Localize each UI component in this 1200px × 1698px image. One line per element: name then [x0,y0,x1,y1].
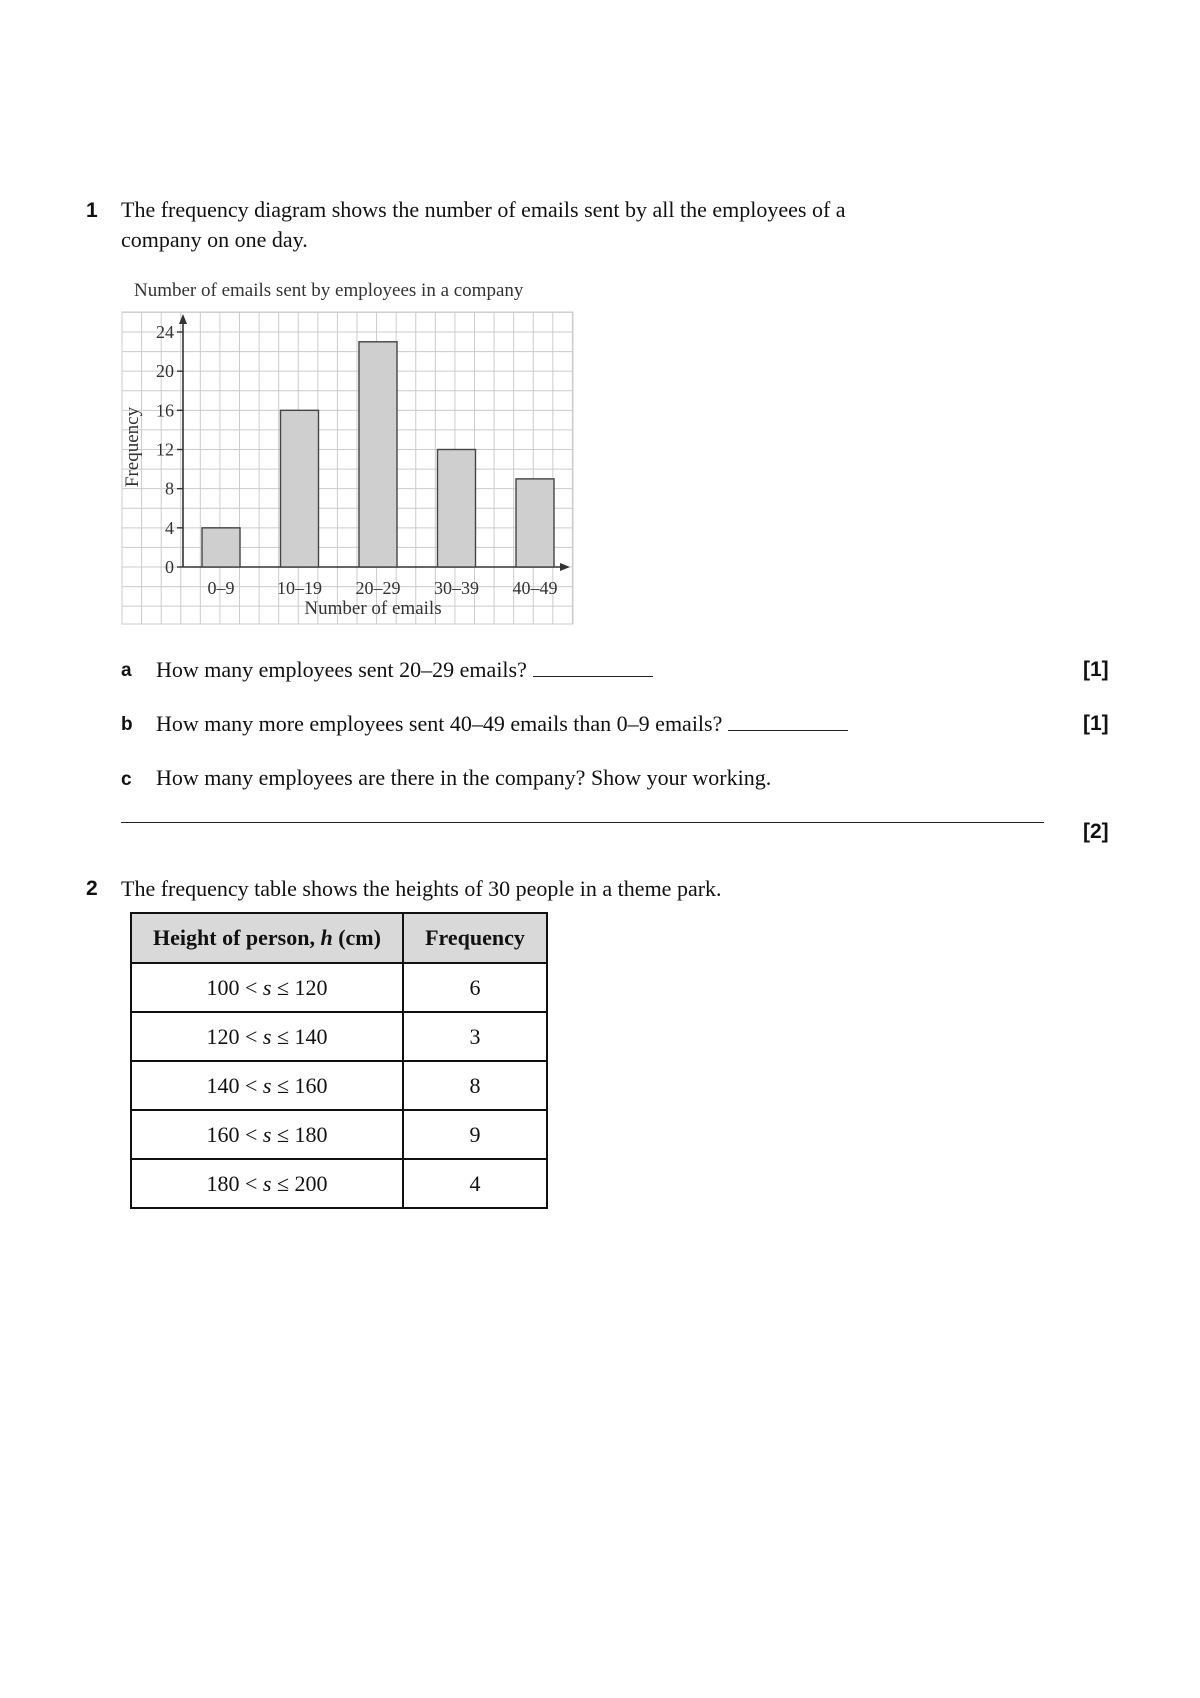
bar-0–9 [202,528,240,567]
y-tick-label: 20 [156,361,174,382]
part-b-text: How many more employees sent 40–49 emails than 0–9 emails? [156,711,723,736]
table-row [131,1159,547,1208]
part-a-question [156,656,653,683]
part-a-text: How many employees sent 20–29 emails? [156,657,527,682]
part-b-letter: b [121,714,133,735]
frequency-value: 9 [403,1110,547,1159]
table-header-row [131,913,547,963]
question-2-number: 2 [86,877,98,900]
x-tick-label: 10–19 [277,578,322,598]
part-a-answer-line[interactable] [533,656,653,677]
chart-x-label: Number of emails [304,598,442,619]
bar-10–19 [281,410,319,567]
bar-20–29 [359,342,397,567]
question-1-text [121,195,1101,255]
part-c-letter: c [121,769,132,790]
x-tick-label: 0–9 [207,578,235,598]
frequency-bar-chart [118,272,578,628]
height-interval: 180 < s ≤ 200 [131,1159,403,1208]
chart-y-label: Frequency [122,406,143,488]
y-tick-label: 0 [165,557,174,577]
height-interval: 120 < s ≤ 140 [131,1012,403,1061]
bar-30–39 [438,450,476,568]
bar-40–49 [516,479,554,567]
x-tick-label: 40–49 [512,578,558,598]
table-row [131,1012,547,1061]
table-header-frequency: Frequency [403,913,547,963]
chart-title: Number of emails sent by employees in a company [134,280,524,301]
chart-grid [122,312,573,624]
x-tick-label: 20–29 [355,578,401,598]
frequency-value: 8 [403,1061,547,1110]
part-c-marks: [2] [1083,820,1109,843]
frequency-value: 6 [403,963,547,1012]
height-interval: 140 < s ≤ 160 [131,1061,403,1110]
part-b-answer-line[interactable] [728,710,848,731]
y-tick-label: 12 [156,439,174,460]
height-interval: 160 < s ≤ 180 [131,1110,403,1159]
height-interval: 100 < s ≤ 120 [131,963,403,1012]
question-1-text-line-2: company on one day. [121,227,308,252]
y-tick-label: 24 [156,322,174,342]
table-row [131,1110,547,1159]
part-c-text: How many employees are there in the company? Show your working. [156,765,772,790]
y-tick-label: 4 [165,517,174,538]
y-tick-label: 8 [165,478,174,499]
y-tick-label: 16 [156,400,174,421]
table-header-height: Height of person, h (cm) [131,913,403,963]
frequency-value: 3 [403,1012,547,1061]
part-b-marks: [1] [1083,712,1109,735]
part-b-question [156,710,848,737]
height-frequency-table [130,912,548,1209]
part-a-letter: a [121,660,132,681]
frequency-value: 4 [403,1159,547,1208]
x-tick-label: 30–39 [434,578,479,598]
question-1-text-line-1: The frequency diagram shows the number of emails sent by all the employees of a [121,197,846,222]
question-2-text: The frequency table shows the heights of 30 people in a theme park. [121,876,722,901]
table-row [131,1061,547,1110]
question-1-number: 1 [86,199,98,222]
part-c-answer-line[interactable] [121,822,1044,823]
part-a-marks: [1] [1083,658,1109,681]
table-row [131,963,547,1012]
